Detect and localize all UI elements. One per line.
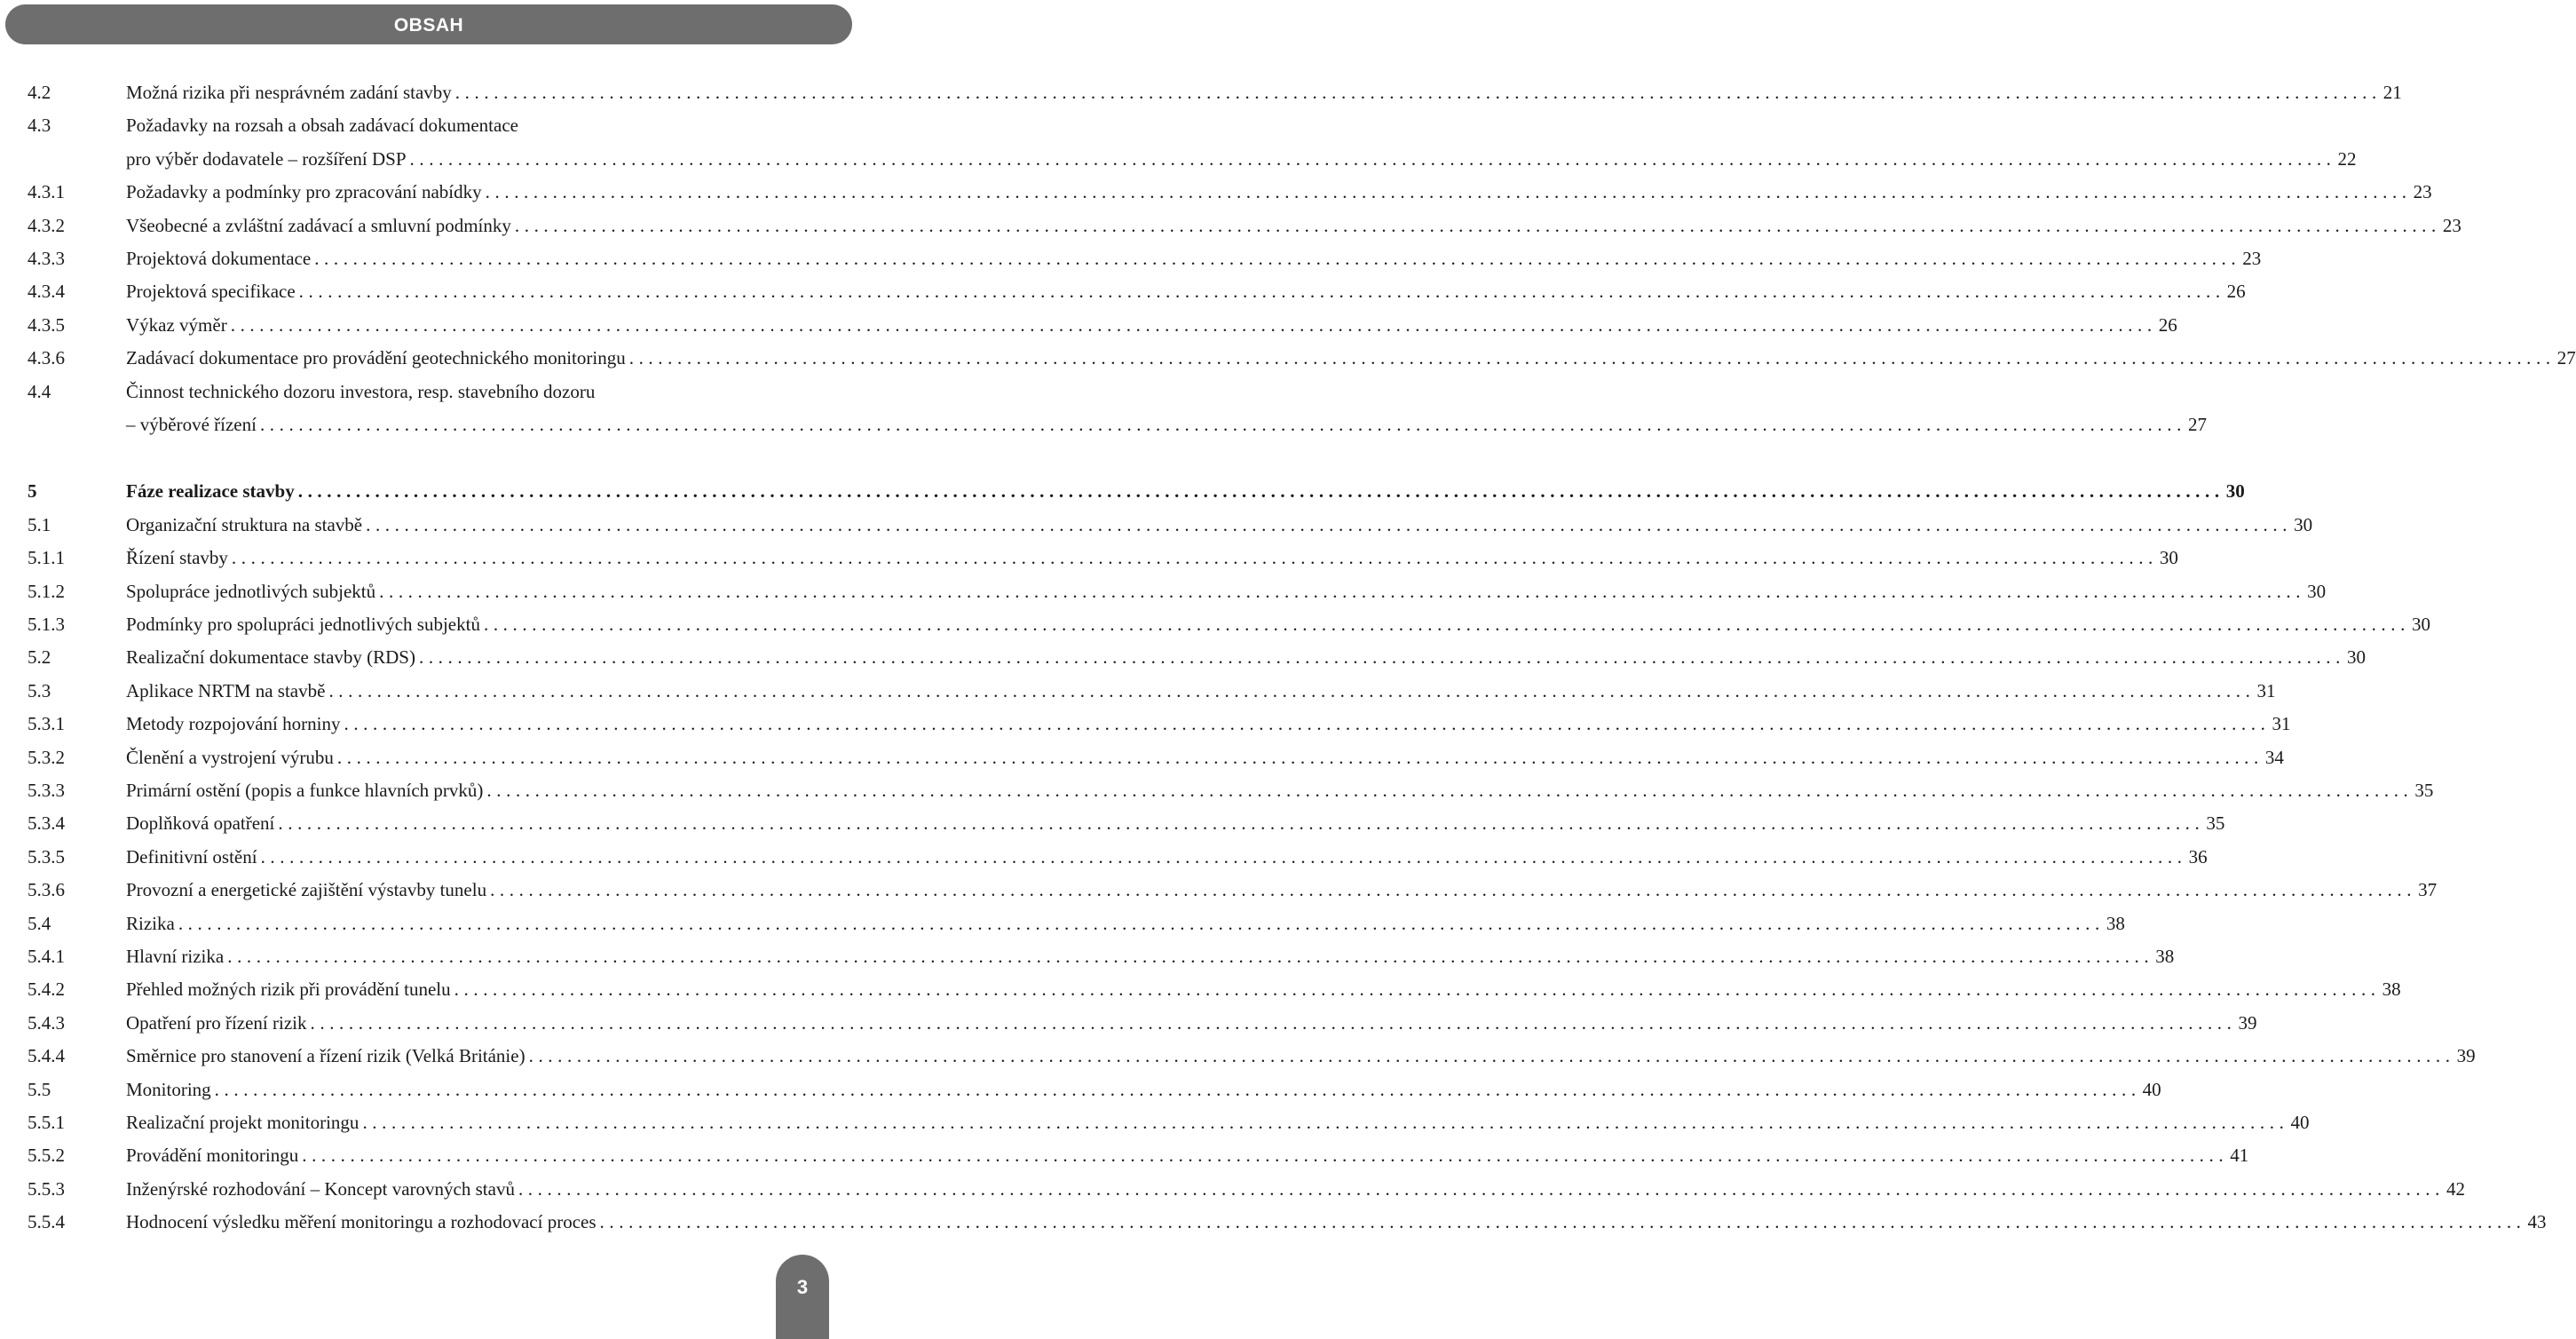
toc-entry (0, 308, 2177, 341)
toc-page-number: 30 (2307, 580, 2327, 602)
toc-entry (0, 574, 2327, 607)
toc-title-line (126, 812, 2225, 835)
toc-title: Požadavky na rozsah a obsah zadávací dokumentace (126, 115, 518, 137)
toc-page-number: 23 (2242, 248, 2262, 269)
toc-title-line (126, 1078, 2161, 1101)
dot-leader: ........................................................................................................................................................................................................ (628, 347, 2556, 369)
toc-entry (0, 873, 2438, 906)
toc-title: Primární ostění (popis a funkce hlavních prvků) (126, 780, 484, 801)
dot-leader: ........................................................................................................................................................................................................ (214, 1078, 2141, 1100)
toc-page-number: 26 (2158, 313, 2177, 336)
toc-title: Definitivní ostění (126, 845, 257, 868)
toc-page-number: 35 (2206, 812, 2225, 835)
toc-title: – výběrové řízení (126, 414, 257, 435)
toc-title: Monitoring (126, 1078, 211, 1100)
toc-title: Projektová dokumentace (126, 248, 312, 269)
toc-title: Provádění monitoringu (126, 1145, 299, 1167)
dot-leader: ........................................................................................................................................................................................................ (514, 214, 2441, 236)
toc-title-line (126, 1044, 2476, 1067)
toc-entry (0, 741, 2284, 773)
toc-entry (0, 75, 2402, 108)
toc-title: Projektová specifikace (126, 281, 296, 303)
toc-title-line (126, 380, 817, 403)
toc-number: 4.2 (28, 82, 51, 103)
toc-number: 4.3.1 (28, 181, 65, 203)
toc-number: 5.5 (28, 1078, 51, 1100)
dot-leader: ........................................................................................................................................................................................................ (490, 879, 2417, 901)
toc-number: 5.5.2 (28, 1145, 65, 1167)
toc-title-line (126, 180, 2432, 203)
toc-number: 5.1.1 (28, 547, 65, 569)
toc-title-line (126, 513, 2313, 536)
dot-leader: ........................................................................................................................................................................................................ (362, 1112, 2289, 1133)
toc-title-line (126, 479, 2245, 503)
toc-entry (0, 508, 2313, 541)
toc-number: 4.3 (28, 115, 51, 137)
toc-page-number: 38 (2106, 912, 2125, 934)
toc-number: 4.4 (28, 380, 51, 402)
toc-entry (0, 707, 2291, 740)
toc-number: 5.5.1 (28, 1112, 65, 1133)
toc-entry (0, 1172, 2465, 1205)
toc-title-line (126, 746, 2284, 769)
dot-leader: ........................................................................................................................................................................................................ (599, 1211, 2526, 1233)
toc-number: 5.3 (28, 679, 51, 701)
toc-title-line (126, 313, 2177, 337)
toc-number: 4.3.2 (28, 214, 65, 236)
toc-title-line (126, 413, 2207, 436)
toc-title-line (126, 845, 2208, 868)
toc-page-number: 31 (2272, 713, 2291, 735)
toc-title-line (126, 679, 2276, 702)
toc-page-number: 36 (2188, 845, 2208, 868)
toc-title-line (126, 546, 2178, 569)
dot-leader: ........................................................................................................................................................................................................ (454, 82, 2382, 103)
toc-title-line (126, 81, 2402, 104)
toc-number: 5.4.4 (28, 1045, 65, 1067)
page-title: OBSAH (393, 15, 464, 36)
toc-title: Požadavky a podmínky pro zpracování nabídky (126, 181, 482, 203)
toc-number: 5.1.3 (28, 614, 65, 635)
toc-page-number: 23 (2413, 181, 2432, 203)
toc-page-number: 39 (2238, 1011, 2257, 1034)
toc-entry (0, 972, 2401, 1005)
toc-title: Inženýrské rozhodování – Koncept varovných stavů (126, 1177, 515, 1200)
toc-title-line (126, 646, 2366, 669)
toc-entry (0, 907, 2125, 939)
toc-title-line (126, 878, 2438, 901)
toc-entry (0, 274, 2246, 307)
toc-entry (0, 840, 2208, 873)
toc-page-number: 39 (2456, 1045, 2476, 1067)
toc-title-line (126, 1011, 2257, 1034)
toc-entry (0, 806, 2225, 839)
dot-leader: ........................................................................................................................................................................................................ (418, 646, 2345, 669)
toc-page-number: 22 (2337, 147, 2357, 170)
toc-page-number: 34 (2264, 746, 2284, 768)
toc-title: Členění a vystrojení výrubu (126, 746, 334, 768)
toc-title-line (126, 912, 2125, 935)
toc-title: Zadávací dokumentace pro provádění geotechnického monitoringu (126, 347, 626, 369)
toc-page-number: 31 (2256, 679, 2276, 701)
toc-number: 5.3.2 (28, 746, 65, 768)
toc-page-number: 38 (2155, 946, 2175, 967)
dot-leader: ........................................................................................................................................................................................................ (302, 1145, 2229, 1167)
toc-number: 5.3.6 (28, 879, 65, 901)
toc-entry (0, 674, 2276, 707)
toc-page-number: 43 (2527, 1211, 2547, 1233)
toc-number: 5.3.5 (28, 845, 65, 868)
dot-leader: ........................................................................................................................................................................................................ (260, 845, 2187, 868)
toc-entry (0, 108, 852, 141)
dot-leader: ........................................................................................................................................................................................................ (259, 414, 2186, 435)
toc-entry (0, 175, 2432, 208)
toc-number: 5.4.3 (28, 1011, 65, 1034)
dot-leader: ........................................................................................................................................................................................................ (528, 1045, 2455, 1067)
toc-number: 5.4.1 (28, 946, 65, 967)
toc-entry (0, 1205, 2547, 1238)
dot-leader: ........................................................................................................................................................................................................ (486, 780, 2414, 801)
toc-title: Výkaz výměr (126, 313, 227, 336)
toc-entry (0, 242, 2262, 274)
dot-leader: ........................................................................................................................................................................................................ (518, 1177, 2445, 1200)
toc-page-number: 27 (2556, 347, 2576, 369)
page-number-tab (776, 1255, 829, 1339)
toc-entry (0, 640, 2366, 673)
toc-title-line (126, 214, 2461, 237)
toc-title-line (126, 1144, 2249, 1167)
toc-page-number: 26 (2226, 281, 2246, 303)
toc-title: Aplikace NRTM na stavbě (126, 679, 326, 701)
toc-entry (0, 773, 2434, 806)
toc-entry (0, 607, 2430, 640)
dot-leader: ........................................................................................................................................................................................................ (227, 946, 2154, 967)
toc-page-number: 30 (2411, 614, 2430, 635)
toc-entry (0, 541, 2178, 574)
toc-page-number: 23 (2442, 214, 2461, 236)
toc-title: Podmínky pro spolupráci jednotlivých subjektů (126, 614, 480, 635)
dot-leader: ........................................................................................................................................................................................................ (230, 313, 2157, 336)
toc-number: 5.2 (28, 646, 51, 669)
toc-entry (0, 408, 2207, 440)
toc-entry (0, 1073, 2161, 1105)
toc-title: Hodnocení výsledku měření monitoringu a rozhodovací proces (126, 1211, 597, 1233)
toc-title-line (126, 779, 2434, 802)
toc-title: Realizační projekt monitoringu (126, 1112, 360, 1133)
toc-entry (0, 341, 2576, 374)
toc-number: 5.3.1 (28, 713, 65, 735)
toc-page-number: 40 (2290, 1112, 2310, 1133)
toc-title: Doplňková opatření (126, 812, 275, 835)
toc-page-number: 40 (2142, 1078, 2161, 1100)
dot-leader: ........................................................................................................................................................................................................ (379, 580, 2306, 602)
toc-entry (0, 1006, 2257, 1039)
toc-title-line (126, 346, 2576, 369)
toc-title: Přehled možných rizik při provádění tunelu (126, 979, 451, 1001)
toc-title: Řízení stavby (126, 547, 228, 569)
toc-title-line (126, 945, 2175, 968)
dot-leader: ........................................................................................................................................................................................................ (310, 1011, 2237, 1034)
toc-number: 5 (28, 480, 37, 503)
dot-leader: ........................................................................................................................................................................................................ (178, 912, 2105, 934)
toc-title: Možná rizika při nesprávném zadání stavby (126, 82, 452, 103)
toc-title-line (126, 1177, 2465, 1200)
toc-title-line (126, 1111, 2310, 1134)
toc-page-number: 30 (2159, 547, 2178, 569)
toc-title-line (126, 712, 2291, 735)
toc-entry (0, 939, 2175, 972)
toc-title-line (126, 1210, 2547, 1233)
toc-page-number: 30 (2346, 646, 2366, 669)
toc-title: Metody rozpojování horniny (126, 713, 341, 735)
dot-leader: ........................................................................................................................................................................................................ (409, 147, 2336, 170)
toc-title-line (126, 114, 817, 137)
toc-title: Hlavní rizika (126, 946, 225, 967)
toc-page-number: 30 (2294, 513, 2313, 535)
dot-leader: ........................................................................................................................................................................................................ (336, 746, 2264, 768)
toc-title-line (126, 147, 2357, 170)
toc-title: Spolupráce jednotlivých subjektů (126, 580, 376, 602)
toc-page-number: 35 (2414, 780, 2434, 801)
toc-number: 5.5.4 (28, 1211, 65, 1233)
toc-number: 5.1 (28, 513, 51, 535)
toc-title: Fáze realizace stavby (126, 480, 295, 503)
toc-page-number: 30 (2225, 480, 2245, 503)
toc-title: Opatření pro řízení rizik (126, 1011, 307, 1034)
toc-entry (0, 1039, 2476, 1072)
toc-title: Provozní a energetické zajištění výstavby tunelu (126, 879, 487, 901)
toc-number: 4.3.5 (28, 313, 65, 336)
toc-entry (0, 209, 2461, 242)
dot-leader: ........................................................................................................................................................................................................ (366, 513, 2293, 535)
dot-leader: ........................................................................................................................................................................................................ (328, 679, 2256, 701)
toc-entry (0, 1105, 2310, 1138)
dot-leader: ........................................................................................................................................................................................................ (344, 713, 2271, 735)
toc-title: Všeobecné a zvláštní zadávací a smluvní podmínky (126, 214, 511, 236)
dot-leader: ........................................................................................................................................................................................................ (483, 614, 2410, 635)
toc-number: 5.5.3 (28, 1177, 65, 1200)
toc-title-line (126, 280, 2246, 303)
toc-page-number: 42 (2446, 1177, 2465, 1200)
toc-number: 4.3.6 (28, 347, 65, 369)
toc-number: 5.3.3 (28, 780, 65, 801)
dot-leader: ........................................................................................................................................................................................................ (454, 979, 2381, 1001)
toc-entry (0, 474, 2245, 507)
toc-entry (0, 1138, 2249, 1171)
toc-page-number: 38 (2382, 979, 2401, 1001)
toc-entry (0, 375, 852, 408)
dot-leader: ........................................................................................................................................................................................................ (298, 281, 2225, 303)
toc-title: pro výběr dodavatele – rozšíření DSP (126, 147, 407, 170)
toc-number: 4.3.3 (28, 248, 65, 269)
toc-page-number: 37 (2418, 879, 2438, 901)
toc-number: 5.3.4 (28, 812, 65, 835)
toc-title: Rizika (126, 912, 175, 934)
toc-entry (0, 142, 2357, 175)
page-number: 3 (796, 1276, 809, 1298)
dot-leader: ........................................................................................................................................................................................................ (485, 181, 2412, 203)
toc-page-number: 41 (2230, 1145, 2249, 1167)
toc-title-line (126, 613, 2430, 636)
toc-number: 5.4.2 (28, 979, 65, 1001)
toc-title: Realizační dokumentace stavby (RDS) (126, 646, 415, 669)
toc-title: Činnost technického dozoru investora, resp. stavebního dozoru (126, 380, 596, 402)
toc-number: 4.3.4 (28, 281, 65, 303)
toc-title-line (126, 978, 2401, 1001)
dot-leader: ........................................................................................................................................................................................................ (297, 480, 2224, 503)
toc-title-line (126, 247, 2262, 270)
toc-page-number: 27 (2187, 414, 2207, 435)
toc-title-line (126, 580, 2327, 603)
dot-leader: ........................................................................................................................................................................................................ (278, 812, 2205, 835)
dot-leader: ........................................................................................................................................................................................................ (231, 547, 2158, 569)
toc-title: Směrnice pro stanovení a řízení rizik (Velká Británie) (126, 1045, 525, 1067)
toc-number: 5.4 (28, 912, 51, 934)
toc-page-number: 21 (2382, 82, 2402, 103)
toc-number: 5.1.2 (28, 580, 65, 602)
dot-leader: ........................................................................................................................................................................................................ (314, 248, 2241, 269)
toc-title: Organizační struktura na stavbě (126, 513, 363, 535)
